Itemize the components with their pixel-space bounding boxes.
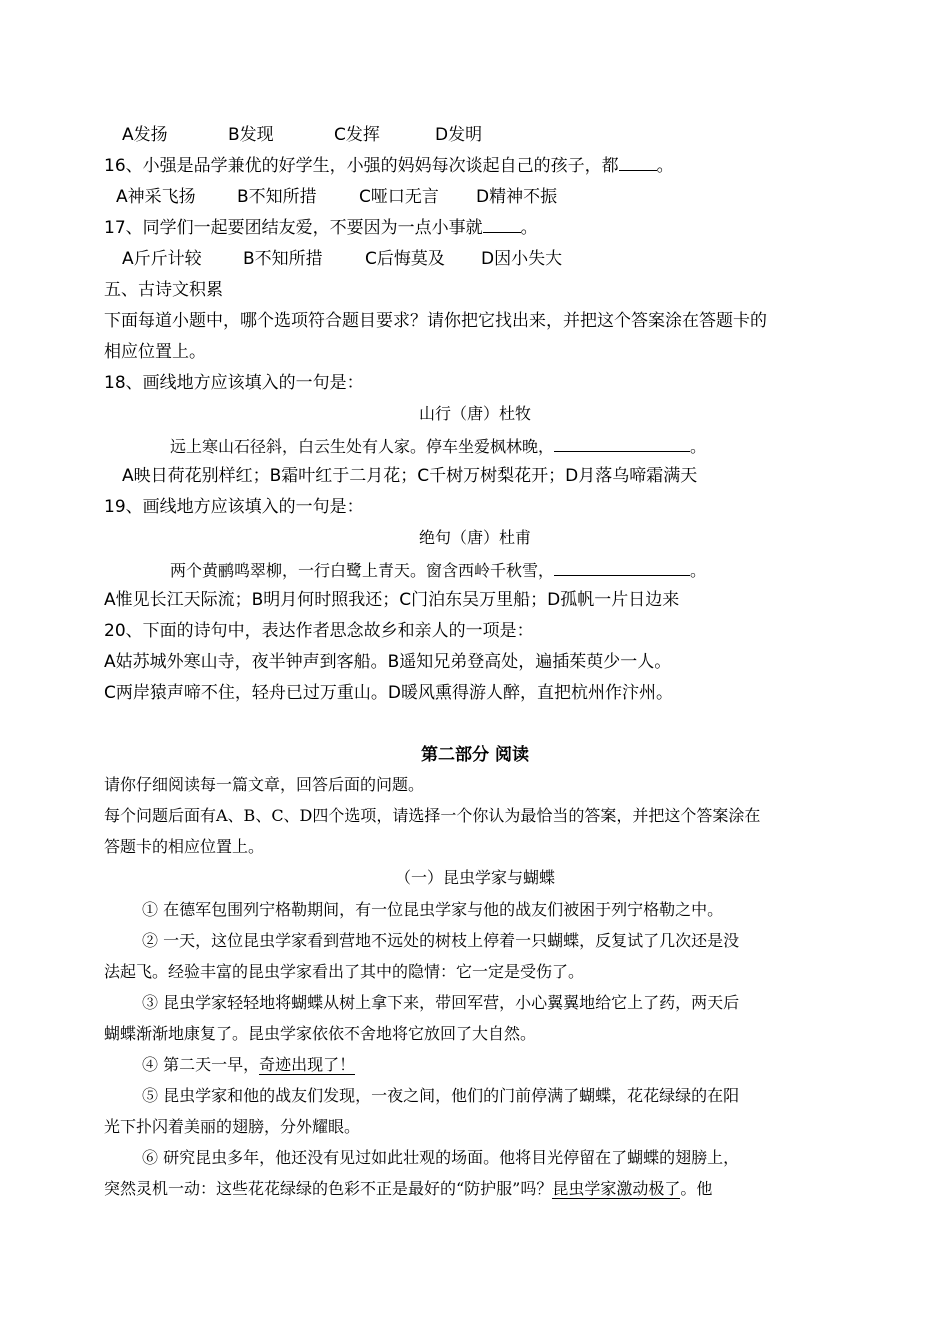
q18-stem: 18、画线地方应该填入的一句是： <box>104 373 364 393</box>
paragraph-3-line2: 蝴蝶渐渐地康复了。昆虫学家依依不舍地将它放回了大自然。 <box>104 1024 537 1043</box>
q16-stem <box>104 155 674 177</box>
paragraph-5-line1: ⑤ 昆虫学家和他的战友们发现，一夜之间，他们的门前停满了蝴蝶，花花绿绿的在阳 <box>142 1086 740 1105</box>
paragraph-2-line1: ② 一天，这位昆虫学家看到营地不远处的树枝上停着一只蝴蝶，反复试了几次还是没 <box>142 931 740 950</box>
q19-poem-title: 绝句（唐）杜甫 <box>418 528 531 547</box>
section5-title: 五、古诗文积累 <box>104 280 223 300</box>
q18-poem-title: 山行（唐）杜牧 <box>418 404 531 423</box>
paragraph-5-line2: 光下扑闪着美丽的翅膀，分外耀眼。 <box>104 1117 361 1136</box>
q16-options <box>116 186 557 208</box>
q15-options <box>122 124 482 146</box>
q19-blank <box>554 559 690 576</box>
q17-stem-text: 17、同学们一起要团结友爱，不要因为一点小事就 <box>104 218 483 238</box>
part2-instructions-line1: 请你仔细阅读每一篇文章，回答后面的问题。 <box>104 775 425 794</box>
q16-stem-text: 16、小强是品学兼优的好学生，小强的妈妈每次谈起自己的孩子，都 <box>104 156 619 176</box>
paragraph-2-line2: 法起飞。经验丰富的昆虫学家看出了其中的隐情：它一定是受伤了。 <box>104 962 585 981</box>
q15-option-b: B发现 <box>228 125 274 145</box>
q18-options: A映日荷花别样红；B霜叶红于二月花；C千树万树梨花开；D月落乌啼霜满天 <box>122 466 698 486</box>
q19-poem-text: 两个黄鹂鸣翠柳，一行白鹭上青天。窗含西岭千秋雪， <box>170 561 555 580</box>
part2-instructions-line2: 每个问题后面有A、B、C、D四个选项，请选择一个你认为最恰当的答案，并把这个答案涂在 <box>104 806 761 825</box>
q15-option-c: C发挥 <box>334 125 380 145</box>
section5-instructions-line1: 下面每道小题中，哪个选项符合题目要求？请你把它找出来，并把这个答案涂在答题卡的 <box>104 311 767 331</box>
q16-option-b: B不知所措 <box>237 187 317 207</box>
article-title: （一）昆虫学家与蝴蝶 <box>394 868 555 887</box>
q16-option-d: D精神不振 <box>476 187 558 207</box>
paragraph-6-underlined: 昆虫学家激动极了 <box>552 1179 681 1198</box>
q17-option-d: D因小失大 <box>481 249 563 269</box>
q18-poem-text: 远上寒山石径斜，白云生处有人家。停车坐爱枫林晚， <box>170 437 555 456</box>
q15-option-a: A发扬 <box>122 125 168 145</box>
paragraph-4-underlined: 奇迹出现了！ <box>259 1055 356 1074</box>
q16-option-c: C哑口无言 <box>359 187 439 207</box>
paragraph-4 <box>142 1054 355 1076</box>
paragraph-6-line2 <box>104 1178 712 1200</box>
paragraph-6-text-end: 。他 <box>680 1179 713 1198</box>
q17-options <box>122 248 562 270</box>
section5-instructions-line2: 相应位置上。 <box>104 342 206 362</box>
paragraph-6-line1: ⑥ 研究昆虫多年，他还没有见过如此壮观的场面。他将目光停留在了蝴蝶的翅膀上， <box>142 1148 740 1167</box>
q18-blank <box>554 435 690 452</box>
q17-option-a: A斤斤计较 <box>122 249 202 269</box>
part2-title: 第二部分 阅读 <box>421 745 529 765</box>
q20-options-line1: A姑苏城外寒山寺，夜半钟声到客船。B遥知兄弟登高处，遍插茱萸少一人。 <box>104 652 672 672</box>
q20-options-line2: C两岸猿声啼不住，轻舟已过万重山。D暖风熏得游人醉，直把杭州作汴州。 <box>104 683 673 703</box>
q16-option-a: A神采飞扬 <box>116 187 196 207</box>
part2-instructions-line3: 答题卡的相应位置上。 <box>104 837 265 856</box>
paragraph-4-text: ④ 第二天一早， <box>142 1055 260 1074</box>
q17-blank <box>483 217 521 233</box>
q17-stem <box>104 217 538 239</box>
q17-option-c: C后悔莫及 <box>365 249 445 269</box>
paragraph-6-text: 突然灵机一动：这些花花绿绿的色彩不正是最好的“防护服”吗？ <box>104 1179 553 1198</box>
q19-stem: 19、画线地方应该填入的一句是： <box>104 497 364 517</box>
paragraph-3-line1: ③ 昆虫学家轻轻地将蝴蝶从树上拿下来，带回军营，小心翼翼地给它上了药，两天后 <box>142 993 740 1012</box>
q15-option-d: D发明 <box>435 125 483 145</box>
q18-poem-line <box>170 435 706 458</box>
q19-poem-line <box>170 559 706 582</box>
paragraph-1: ① 在德军包围列宁格勒期间，有一位昆虫学家与他的战友们被困于列宁格勒之中。 <box>142 900 724 919</box>
q18-poem-end: 。 <box>690 437 707 456</box>
q20-stem: 20、下面的诗句中，表达作者思念故乡和亲人的一项是： <box>104 621 534 641</box>
q19-options: A惟见长江天际流；B明月何时照我还；C门泊东吴万里船；D孤帆一片日边来 <box>104 590 680 610</box>
q17-option-b: B不知所措 <box>243 249 323 269</box>
q16-stem-end: 。 <box>656 156 674 176</box>
q16-blank <box>619 155 657 171</box>
q17-stem-end: 。 <box>520 218 538 238</box>
q19-poem-end: 。 <box>690 561 707 580</box>
